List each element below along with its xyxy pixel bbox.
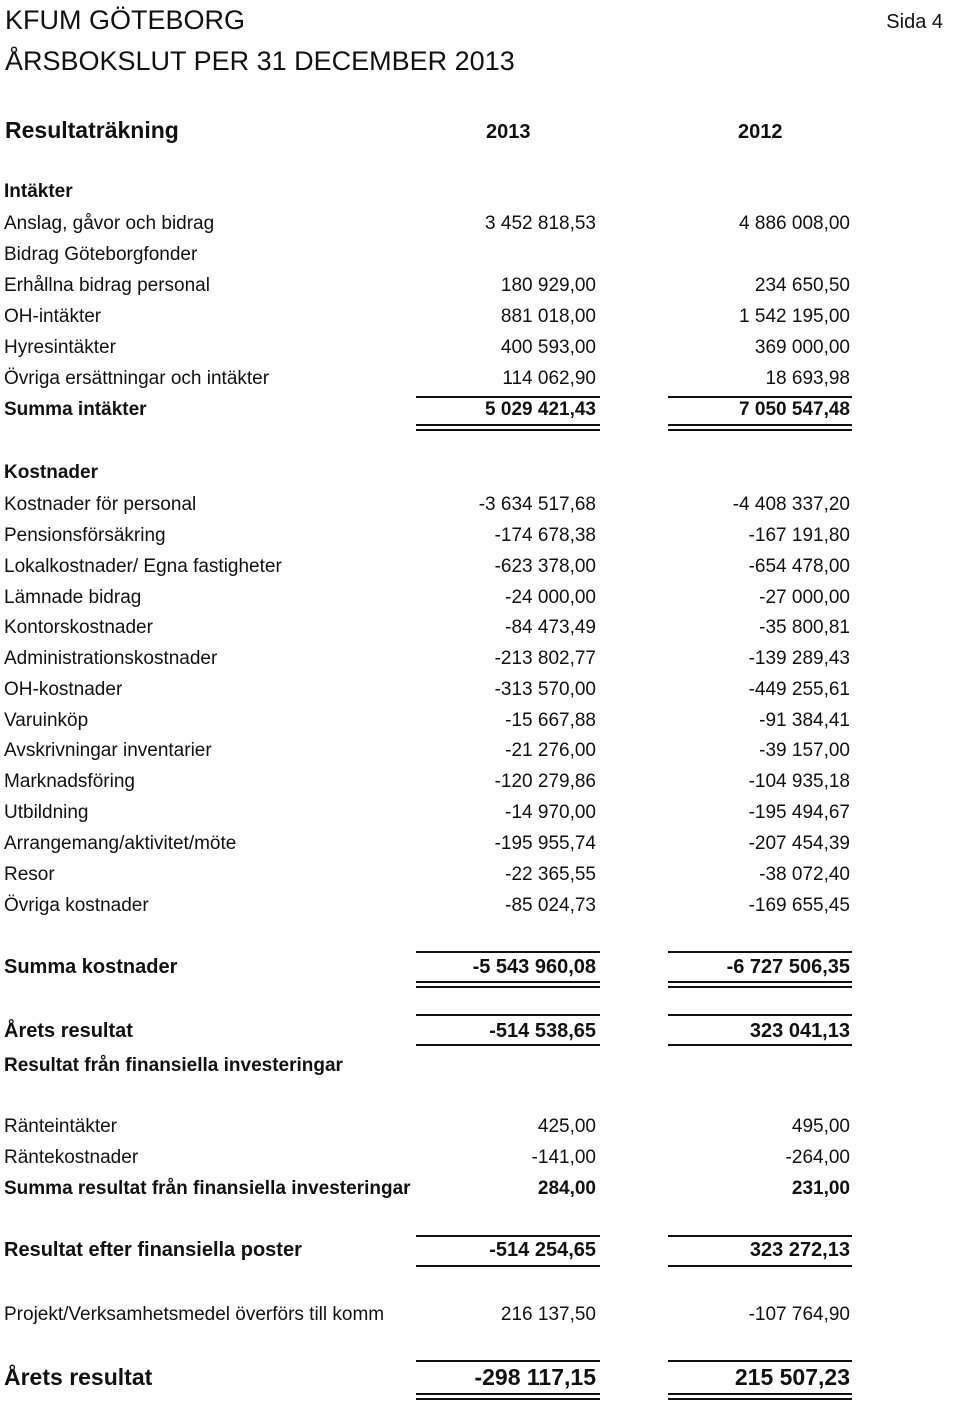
- value-2012: -39 157,00: [759, 740, 850, 761]
- column-header-2013: 2013: [486, 121, 531, 143]
- table-row: [0, 614, 960, 642]
- table-row: [0, 892, 960, 920]
- row-label: OH-kostnader: [4, 679, 123, 700]
- value-2013: 180 929,00: [500, 275, 596, 296]
- row-label: Administrationskostnader: [4, 648, 218, 669]
- table-row: [0, 553, 960, 581]
- underline-rule: [416, 1014, 600, 1016]
- row-label: Pensionsförsäkring: [4, 525, 166, 546]
- total-row-summa-finansiella: [0, 1175, 960, 1203]
- table-row: [0, 861, 960, 889]
- table-row: [0, 676, 960, 704]
- row-label: Kontorskostnader: [4, 617, 153, 638]
- row-label: Övriga ersättningar och intäkter: [4, 368, 270, 389]
- row-label: Utbildning: [4, 802, 89, 823]
- value-2012: -195 494,67: [748, 802, 850, 823]
- row-label: Marknadsföring: [4, 771, 135, 792]
- underline-rule: [416, 1360, 600, 1362]
- organization-name: KFUM GÖTEBORG: [5, 5, 246, 35]
- table-row: [0, 241, 960, 269]
- row-label: Bidrag Göteborgfonder: [4, 244, 198, 265]
- value-2013: -514 254,65: [489, 1239, 596, 1261]
- value-2012: -91 384,41: [759, 710, 850, 731]
- double-underline-rule: [668, 429, 852, 431]
- total-row-resultat-efter-finansiella: [0, 1236, 960, 1264]
- double-underline-rule: [416, 424, 600, 426]
- value-2013: -3 634 517,68: [478, 494, 596, 515]
- value-2013: -213 802,77: [494, 648, 596, 669]
- double-underline-rule: [416, 1265, 600, 1267]
- double-underline-rule: [668, 1265, 852, 1267]
- double-underline-rule: [668, 1398, 852, 1400]
- row-label: Övriga kostnader: [4, 895, 149, 916]
- row-label: Resultat från finansiella investeringar: [4, 1055, 343, 1076]
- value-2012: 18 693,98: [765, 368, 850, 389]
- row-label: Arrangemang/aktivitet/möte: [4, 833, 237, 854]
- value-2012: 1 542 195,00: [739, 306, 850, 327]
- value-2012: -169 655,45: [748, 895, 850, 916]
- row-label: Intäkter: [4, 181, 73, 202]
- value-2012: -654 478,00: [748, 556, 850, 577]
- value-2012: -107 764,90: [748, 1304, 850, 1325]
- table-row: [0, 707, 960, 735]
- value-2012: 231,00: [791, 1178, 850, 1199]
- row-label: OH-intäkter: [4, 306, 102, 327]
- table-row: [0, 365, 960, 393]
- value-2012: -264,00: [785, 1147, 850, 1168]
- value-2013: -22 365,55: [505, 864, 596, 885]
- value-2013: -85 024,73: [505, 895, 596, 916]
- row-label: Varuinköp: [4, 710, 89, 731]
- row-label: Erhållna bidrag personal: [4, 275, 210, 296]
- double-underline-rule: [416, 986, 600, 988]
- total-row-arets-resultat-final: [0, 1363, 960, 1391]
- value-2012: 234 650,50: [754, 275, 850, 296]
- table-row: [0, 491, 960, 519]
- row-label: Summa resultat från finansiella investeringar: [4, 1178, 411, 1199]
- row-label: Kostnader: [4, 462, 98, 483]
- table-row: [0, 584, 960, 612]
- value-2012: 369 000,00: [754, 337, 850, 358]
- value-2013: -623 378,00: [494, 556, 596, 577]
- value-2012: -6 727 506,35: [726, 956, 850, 978]
- row-label: Årets resultat: [4, 1020, 133, 1042]
- double-underline-rule: [668, 424, 852, 426]
- double-underline-rule: [668, 986, 852, 988]
- underline-rule: [668, 1014, 852, 1016]
- value-2013: -14 970,00: [505, 802, 596, 823]
- table-row: [0, 830, 960, 858]
- statement-title: Resultaträkning: [5, 117, 179, 143]
- double-underline-rule: [668, 981, 852, 983]
- row-label: Summa kostnader: [4, 956, 178, 978]
- table-row: [0, 799, 960, 827]
- section-heading-finansiella: [0, 1052, 960, 1080]
- value-2012: -139 289,43: [748, 648, 850, 669]
- row-label: Resultat efter finansiella poster: [4, 1239, 302, 1261]
- page-number: Sida 4: [886, 11, 943, 33]
- row-label: Kostnader för personal: [4, 494, 197, 515]
- value-2013: -15 667,88: [505, 710, 596, 731]
- row-label: Avskrivningar inventarier: [4, 740, 212, 761]
- table-row: [0, 303, 960, 331]
- row-label: Lokalkostnader/ Egna fastigheter: [4, 556, 282, 577]
- value-2012: -167 191,80: [748, 525, 850, 546]
- section-heading-kostnader: [0, 459, 960, 487]
- double-underline-rule: [668, 1044, 852, 1046]
- value-2012: -38 072,40: [759, 864, 850, 885]
- table-row: [0, 1144, 960, 1172]
- value-2012: -449 255,61: [748, 679, 850, 700]
- double-underline-rule: [416, 1398, 600, 1400]
- value-2013: -195 955,74: [494, 833, 596, 854]
- row-label: Ränteintäkter: [4, 1116, 118, 1137]
- row-label: Resor: [4, 864, 55, 885]
- report-subtitle: ÅRSBOKSLUT PER 31 DECEMBER 2013: [5, 46, 515, 76]
- total-row-summa-kostnader: [0, 953, 960, 981]
- value-2012: 4 886 008,00: [739, 213, 850, 234]
- value-2013: 881 018,00: [500, 306, 596, 327]
- row-label: Årets resultat: [4, 1364, 153, 1390]
- double-underline-rule: [416, 1044, 600, 1046]
- value-2012: 495,00: [791, 1116, 850, 1137]
- value-2012: 215 507,23: [734, 1364, 850, 1390]
- row-label: Summa intäkter: [4, 399, 147, 420]
- value-2013: -24 000,00: [505, 587, 596, 608]
- value-2012: -4 408 337,20: [732, 494, 850, 515]
- value-2012: -27 000,00: [759, 587, 850, 608]
- value-2012: -207 454,39: [748, 833, 850, 854]
- value-2013: -84 473,49: [505, 617, 596, 638]
- row-label: Räntekostnader: [4, 1147, 139, 1168]
- table-row: [0, 737, 960, 765]
- row-label: Lämnade bidrag: [4, 587, 142, 608]
- value-2013: 425,00: [537, 1116, 596, 1137]
- table-row: [0, 210, 960, 238]
- value-2013: 5 029 421,43: [485, 399, 596, 420]
- section-heading-intakter: [0, 178, 960, 206]
- table-row: [0, 272, 960, 300]
- value-2013: 3 452 818,53: [485, 213, 596, 234]
- value-2013: -298 117,15: [474, 1364, 596, 1390]
- table-row: [0, 1301, 960, 1329]
- value-2013: -21 276,00: [505, 740, 596, 761]
- value-2013: 284,00: [537, 1178, 596, 1199]
- row-label: Hyresintäkter: [4, 337, 116, 358]
- column-header-2012: 2012: [738, 121, 783, 143]
- table-row: [0, 645, 960, 673]
- value-2013: 400 593,00: [500, 337, 596, 358]
- value-2012: 323 272,13: [749, 1239, 850, 1261]
- double-underline-rule: [668, 1393, 852, 1395]
- total-row-arets-resultat: [0, 1017, 960, 1045]
- value-2012: 7 050 547,48: [739, 399, 850, 420]
- value-2013: -174 678,38: [494, 525, 596, 546]
- double-underline-rule: [416, 429, 600, 431]
- value-2013: 216 137,50: [500, 1304, 596, 1325]
- value-2013: -514 538,65: [489, 1020, 596, 1042]
- value-2013: -120 279,86: [494, 771, 596, 792]
- underline-rule: [668, 1360, 852, 1362]
- double-underline-rule: [416, 981, 600, 983]
- value-2012: -35 800,81: [759, 617, 850, 638]
- value-2013: -313 570,00: [494, 679, 596, 700]
- table-row: [0, 1113, 960, 1141]
- value-2012: 323 041,13: [749, 1020, 850, 1042]
- total-row-summa-intakter: [0, 396, 960, 424]
- value-2013: -141,00: [531, 1147, 596, 1168]
- double-underline-rule: [416, 1393, 600, 1395]
- table-row: [0, 334, 960, 362]
- table-row: [0, 522, 960, 550]
- value-2013: 114 062,90: [502, 368, 596, 389]
- value-2012: -104 935,18: [748, 771, 850, 792]
- row-label: Anslag, gåvor och bidrag: [4, 213, 215, 234]
- row-label: Projekt/Verksamhetsmedel överförs till komm: [4, 1304, 385, 1325]
- value-2013: -5 543 960,08: [472, 956, 596, 978]
- table-row: [0, 768, 960, 796]
